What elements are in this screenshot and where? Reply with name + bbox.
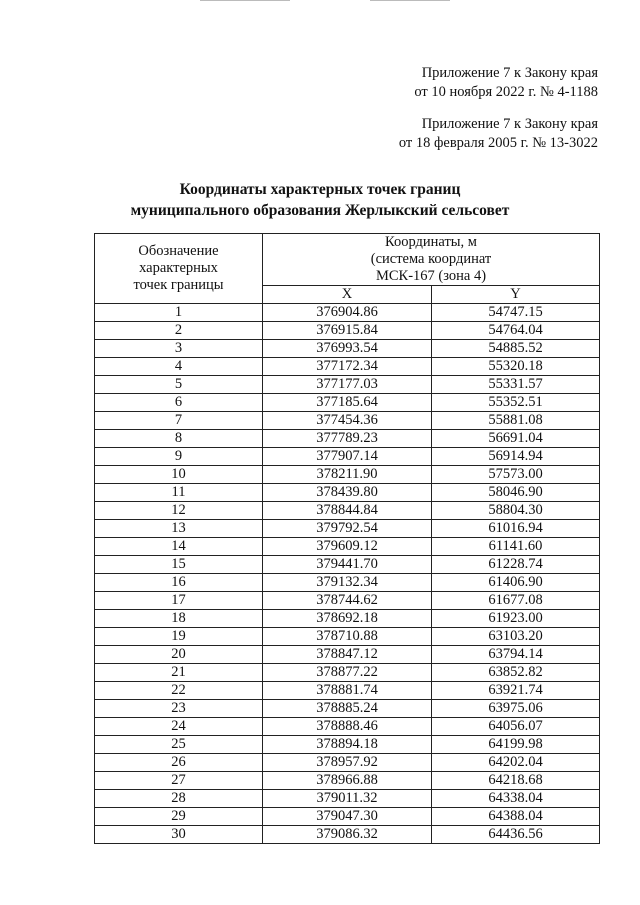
appendix-line: Приложение 7 к Закону края: [421, 116, 598, 132]
header-text: характерных: [139, 260, 218, 276]
x-coordinate-cell: 378894.18: [263, 736, 432, 754]
y-coordinate-cell: 64338.04: [432, 790, 600, 808]
point-number-cell: 6: [95, 394, 263, 412]
x-coordinate-cell: 377454.36: [263, 412, 432, 430]
y-coordinate-cell: 55881.08: [432, 412, 600, 430]
table-row: [95, 358, 600, 376]
table-row: [95, 520, 600, 538]
point-number-cell: 12: [95, 502, 263, 520]
table-row: [95, 466, 600, 484]
point-number-cell: 7: [95, 412, 263, 430]
y-coordinate-cell: 61923.00: [432, 610, 600, 628]
x-coordinate-cell: 376904.86: [263, 304, 432, 322]
y-coordinate-cell: 61677.08: [432, 592, 600, 610]
y-coordinate-cell: 57573.00: [432, 466, 600, 484]
table-row: [95, 628, 600, 646]
y-coordinate-cell: 61228.74: [432, 556, 600, 574]
y-coordinate-cell: 55331.57: [432, 376, 600, 394]
header-text: Обозначение: [138, 243, 219, 259]
x-coordinate-cell: 378847.12: [263, 646, 432, 664]
x-coordinate-cell: 378885.24: [263, 700, 432, 718]
point-number-cell: 26: [95, 754, 263, 772]
point-number-cell: 24: [95, 718, 263, 736]
y-coordinate-cell: 61016.94: [432, 520, 600, 538]
point-number-cell: 20: [95, 646, 263, 664]
table-row: [95, 610, 600, 628]
y-coordinate-cell: 63103.20: [432, 628, 600, 646]
x-coordinate-cell: 379047.30: [263, 808, 432, 826]
point-number-cell: 9: [95, 448, 263, 466]
point-number-cell: 27: [95, 772, 263, 790]
point-number-cell: 21: [95, 664, 263, 682]
coordinates-header: [263, 234, 600, 286]
x-coordinate-cell: 378957.92: [263, 754, 432, 772]
table-row: [95, 646, 600, 664]
point-number-cell: 16: [95, 574, 263, 592]
x-coordinate-cell: 377185.64: [263, 394, 432, 412]
appendix-header-original: [399, 115, 598, 153]
y-coordinate-cell: 54885.52: [432, 340, 600, 358]
y-coordinate-cell: 64202.04: [432, 754, 600, 772]
x-coordinate-cell: 378888.46: [263, 718, 432, 736]
point-number-cell: 28: [95, 790, 263, 808]
y-coordinate-cell: 64218.68: [432, 772, 600, 790]
appendix-date-line: от 10 ноября 2022 г. № 4-1188: [414, 84, 598, 100]
table-row: [95, 682, 600, 700]
y-coordinate-cell: 64056.07: [432, 718, 600, 736]
table-row: [95, 394, 600, 412]
x-coordinate-cell: 379086.32: [263, 826, 432, 844]
x-coordinate-cell: 377177.03: [263, 376, 432, 394]
document-title: [0, 179, 640, 221]
y-coordinate-cell: 56914.94: [432, 448, 600, 466]
y-coordinate-cell: 63975.06: [432, 700, 600, 718]
point-number-cell: 8: [95, 430, 263, 448]
x-coordinate-cell: 378744.62: [263, 592, 432, 610]
table-row: [95, 376, 600, 394]
x-coordinate-cell: 378877.22: [263, 664, 432, 682]
table-row: [95, 556, 600, 574]
point-number-cell: 3: [95, 340, 263, 358]
y-coordinate-cell: 63921.74: [432, 682, 600, 700]
point-number-cell: 10: [95, 466, 263, 484]
x-column-header: X: [263, 286, 432, 304]
x-coordinate-cell: 377907.14: [263, 448, 432, 466]
point-number-cell: 14: [95, 538, 263, 556]
header-text: (система координат: [370, 251, 492, 267]
point-number-cell: 18: [95, 610, 263, 628]
x-coordinate-cell: 378439.80: [263, 484, 432, 502]
table-row: [95, 754, 600, 772]
header-text: Координаты, м: [385, 234, 477, 250]
x-coordinate-cell: 379132.34: [263, 574, 432, 592]
x-coordinate-cell: 376915.84: [263, 322, 432, 340]
table-row: [95, 412, 600, 430]
scan-edge-line: [200, 0, 290, 1]
appendix-header: [414, 64, 598, 102]
x-coordinate-cell: 378211.90: [263, 466, 432, 484]
y-coordinate-cell: 64436.56: [432, 826, 600, 844]
y-coordinate-cell: 61141.60: [432, 538, 600, 556]
x-coordinate-cell: 378881.74: [263, 682, 432, 700]
point-number-cell: 2: [95, 322, 263, 340]
table-row: [95, 700, 600, 718]
x-coordinate-cell: 378844.84: [263, 502, 432, 520]
point-number-cell: 4: [95, 358, 263, 376]
y-coordinate-cell: 64199.98: [432, 736, 600, 754]
point-number-cell: 23: [95, 700, 263, 718]
point-number-cell: 22: [95, 682, 263, 700]
point-number-cell: 11: [95, 484, 263, 502]
header-text: МСК-167 (зона 4): [375, 268, 487, 284]
title-line: муниципального образования Жерлыкский сельсовет: [130, 202, 510, 219]
point-number-cell: 25: [95, 736, 263, 754]
y-coordinate-cell: 64388.04: [432, 808, 600, 826]
point-designation-header: [95, 234, 263, 304]
table-row: [95, 772, 600, 790]
x-coordinate-cell: 379792.54: [263, 520, 432, 538]
y-coordinate-cell: 63794.14: [432, 646, 600, 664]
point-number-cell: 17: [95, 592, 263, 610]
y-coordinate-cell: 58804.30: [432, 502, 600, 520]
x-coordinate-cell: 376993.54: [263, 340, 432, 358]
table-row: [95, 592, 600, 610]
table-row: [95, 808, 600, 826]
x-coordinate-cell: 379441.70: [263, 556, 432, 574]
appendix-line: Приложение 7 к Закону края: [421, 65, 598, 81]
table-row: [95, 322, 600, 340]
x-coordinate-cell: 378692.18: [263, 610, 432, 628]
point-number-cell: 29: [95, 808, 263, 826]
table-row: [95, 574, 600, 592]
y-coordinate-cell: 54747.15: [432, 304, 600, 322]
header-text: точек границы: [133, 277, 224, 293]
x-coordinate-cell: 379011.32: [263, 790, 432, 808]
table-row: [95, 304, 600, 322]
y-coordinate-cell: 54764.04: [432, 322, 600, 340]
scan-edge-line: [370, 0, 450, 1]
table-row: [95, 664, 600, 682]
title-line: Координаты характерных точек границ: [179, 181, 461, 198]
y-coordinate-cell: 56691.04: [432, 430, 600, 448]
table-row: [95, 430, 600, 448]
y-coordinate-cell: 55352.51: [432, 394, 600, 412]
y-coordinate-cell: 61406.90: [432, 574, 600, 592]
table-row: [95, 538, 600, 556]
table-row: [95, 736, 600, 754]
y-column-header: Y: [432, 286, 600, 304]
x-coordinate-cell: 377172.34: [263, 358, 432, 376]
point-number-cell: 15: [95, 556, 263, 574]
x-coordinate-cell: 378966.88: [263, 772, 432, 790]
point-number-cell: 19: [95, 628, 263, 646]
table-row: [95, 484, 600, 502]
y-coordinate-cell: 63852.82: [432, 664, 600, 682]
x-coordinate-cell: 378710.88: [263, 628, 432, 646]
table-row: [95, 448, 600, 466]
coordinates-table: [94, 233, 600, 844]
table-row: [95, 502, 600, 520]
point-number-cell: 1: [95, 304, 263, 322]
y-coordinate-cell: 58046.90: [432, 484, 600, 502]
table-row: [95, 340, 600, 358]
appendix-date-line: от 18 февраля 2005 г. № 13-3022: [398, 135, 598, 151]
point-number-cell: 5: [95, 376, 263, 394]
point-number-cell: 30: [95, 826, 263, 844]
table-row: [95, 826, 600, 844]
table-row: [95, 790, 600, 808]
x-coordinate-cell: 379609.12: [263, 538, 432, 556]
table-row: [95, 718, 600, 736]
y-coordinate-cell: 55320.18: [432, 358, 600, 376]
point-number-cell: 13: [95, 520, 263, 538]
x-coordinate-cell: 377789.23: [263, 430, 432, 448]
